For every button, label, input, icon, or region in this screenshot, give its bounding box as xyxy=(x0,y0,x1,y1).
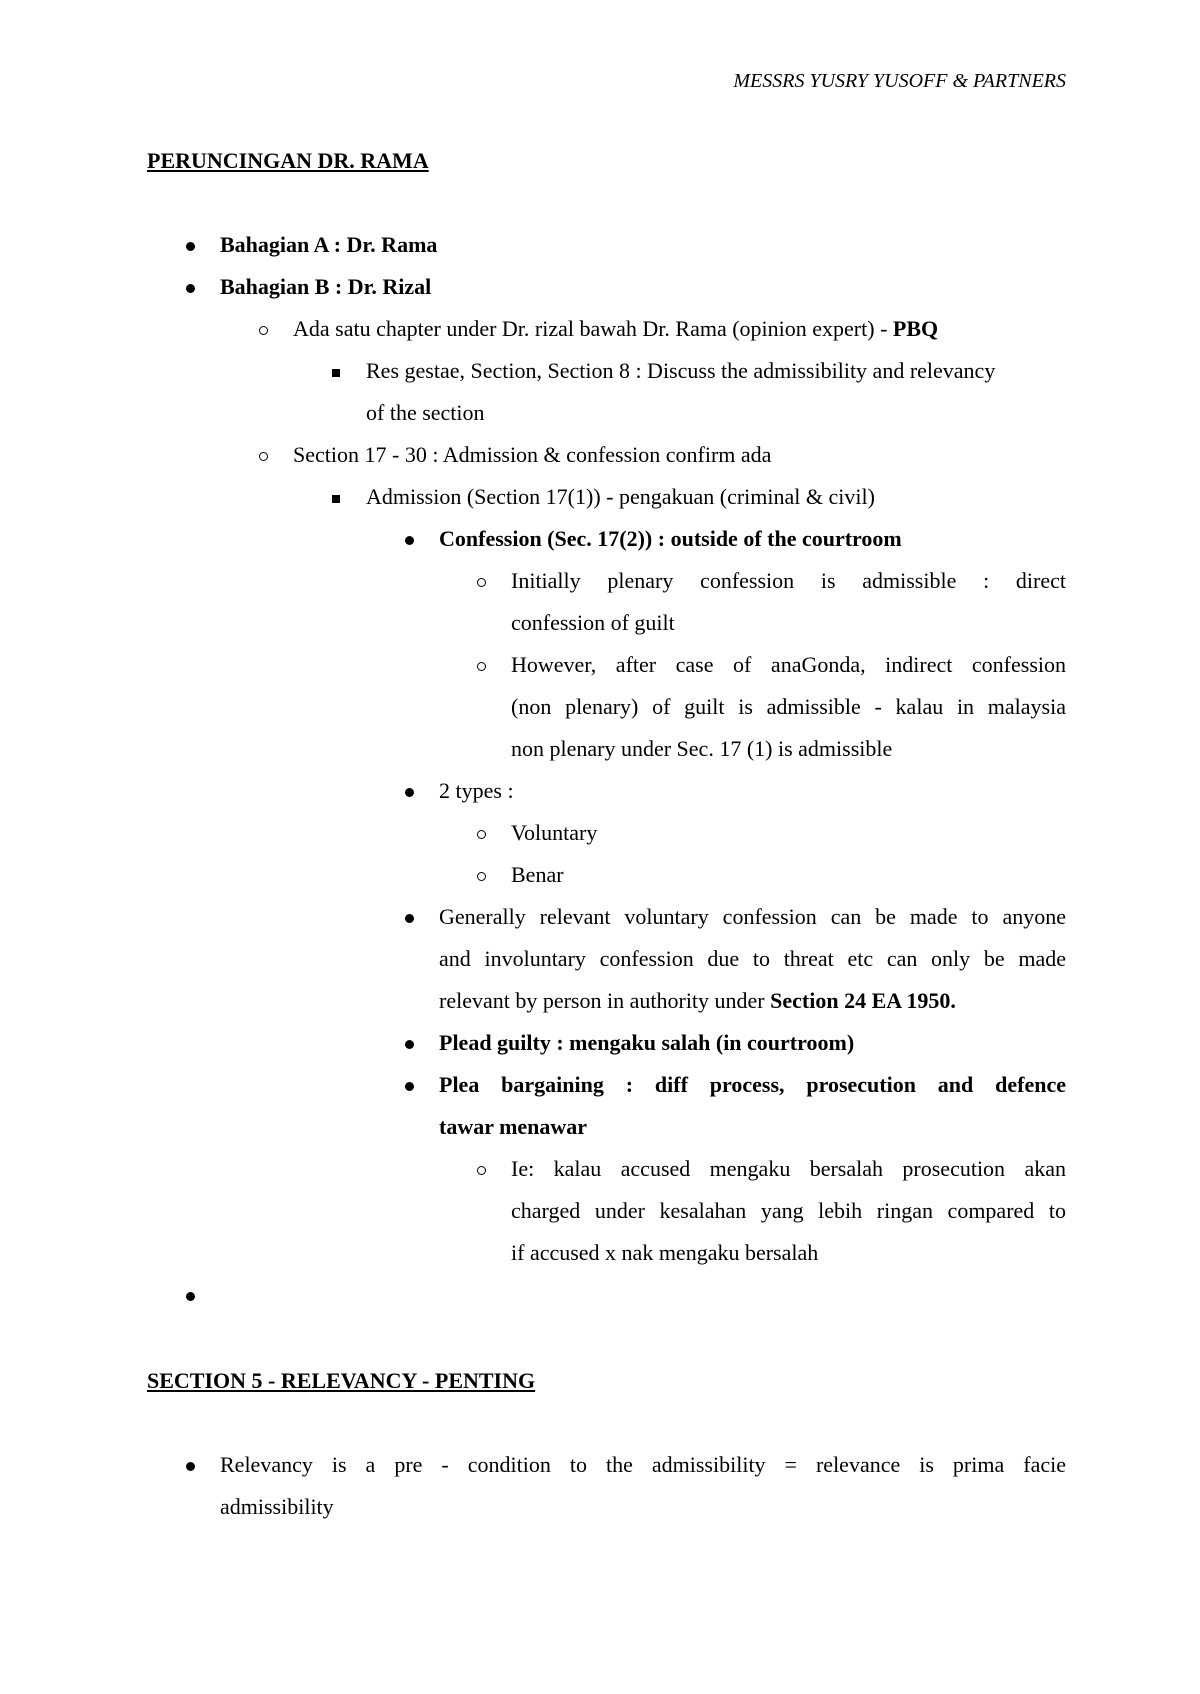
bullet-circle xyxy=(471,854,491,896)
list-item-plenary-line1: Initially plenary confession is admissible : direct xyxy=(511,568,1066,593)
bullet-disc xyxy=(180,266,200,308)
bullet-disc xyxy=(399,1064,419,1106)
list-item-relevancy-line1: Relevancy is a pre - condition to the admissibility = relevance is prima facie xyxy=(220,1452,1066,1477)
bullet-circle xyxy=(253,308,273,350)
list-item-plenary-line2: confession of guilt xyxy=(511,610,675,635)
pbq-label: PBQ xyxy=(892,316,939,341)
chapter-text: Ada satu chapter under Dr. rizal bawah Dr. Rama (opinion expert) - xyxy=(293,316,893,341)
bullet-disc xyxy=(180,1444,200,1486)
list-item-anagonda-line2: (non plenary) of guilt is admissible - kalau in malaysia xyxy=(511,694,1066,719)
list-item-bahagian-a: Bahagian A : Dr. Rama xyxy=(220,232,438,257)
list-item-plead-guilty: Plead guilty : mengaku salah (in courtroom) xyxy=(439,1030,855,1055)
list-item-ie-line1: Ie: kalau accused mengaku bersalah prosecution akan xyxy=(511,1156,1066,1181)
list-item-bahagian-b: Bahagian B : Dr. Rizal xyxy=(220,274,432,299)
list-item-chapter xyxy=(293,308,938,350)
list-item-ie-line3: if accused x nak mengaku bersalah xyxy=(511,1240,819,1265)
section-24-reference: Section 24 EA 1950. xyxy=(770,988,956,1013)
bullet-circle xyxy=(253,434,273,476)
generally-text: relevant by person in authority under xyxy=(439,988,771,1013)
list-item-anagonda-line3: non plenary under Sec. 17 (1) is admissible xyxy=(511,736,893,761)
bullet-disc xyxy=(399,518,419,560)
list-item-generally-line2: and involuntary confession due to threat etc can only be made xyxy=(439,946,1066,971)
list-item-benar: Benar xyxy=(511,862,564,887)
bullet-disc xyxy=(399,896,419,938)
page-header: MESSRS YUSRY YUSOFF & PARTNERS xyxy=(733,70,1066,92)
bullet-disc xyxy=(399,1022,419,1064)
list-item-voluntary: Voluntary xyxy=(511,820,598,845)
bullet-circle xyxy=(471,1148,491,1190)
list-item-ie-line2: charged under kesalahan yang lebih ringan compared to xyxy=(511,1198,1066,1223)
list-item-plea-bargaining-line2: tawar menawar xyxy=(439,1114,588,1139)
list-item-res-gestae-line2: of the section xyxy=(366,400,485,425)
list-item-anagonda-line1: However, after case of anaGonda, indirect confession xyxy=(511,652,1066,677)
bullet-square xyxy=(326,350,346,392)
bullet-disc xyxy=(399,770,419,812)
list-item-section-17-30: Section 17 - 30 : Admission & confession confirm ada xyxy=(293,442,772,467)
list-item-confession: Confession (Sec. 17(2)) : outside of the courtroom xyxy=(439,526,902,551)
bullet-circle xyxy=(471,812,491,854)
list-item-generally-line3 xyxy=(439,980,956,1022)
list-item-admission: Admission (Section 17(1)) - pengakuan (criminal & civil) xyxy=(366,484,875,509)
bullet-circle xyxy=(471,560,491,602)
list-item-plea-bargaining-line1: Plea bargaining : diff process, prosecution and defence xyxy=(439,1072,1066,1097)
list-item-generally-line1: Generally relevant voluntary confession can be made to anyone xyxy=(439,904,1066,929)
bullet-disc xyxy=(180,224,200,266)
section-title-peruncingan: PERUNCINGAN DR. RAMA xyxy=(147,148,429,173)
bullet-disc-empty xyxy=(180,1274,200,1316)
list-item-relevancy-line2: admissibility xyxy=(220,1494,334,1519)
bullet-square xyxy=(326,476,346,518)
list-item-2-types: 2 types : xyxy=(439,778,514,803)
bullet-circle xyxy=(471,644,491,686)
section-title-relevancy: SECTION 5 - RELEVANCY - PENTING xyxy=(147,1368,536,1393)
list-item-res-gestae-line1: Res gestae, Section, Section 8 : Discuss the admissibility and relevancy xyxy=(366,358,996,383)
